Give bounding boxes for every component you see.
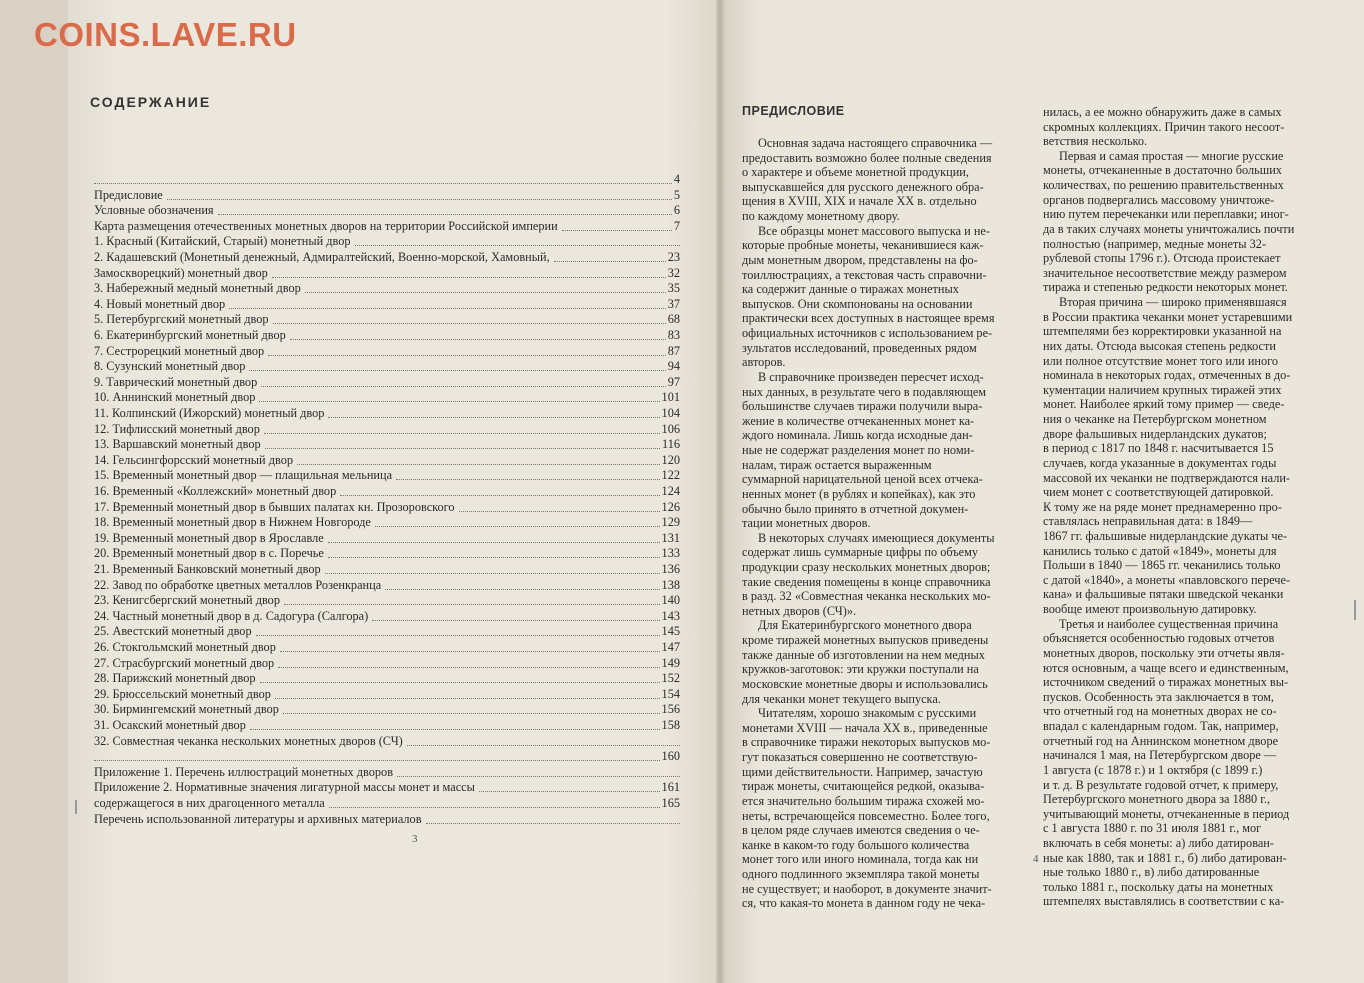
preface-text-line: Вторая причина — широко применявшаяся <box>1059 295 1287 310</box>
preface-text-line: в разд. 32 «Совместная чеканка нескольких мо- <box>742 589 991 604</box>
preface-text-line: и т. д. В результате годовой отчет, к примеру, <box>1043 777 1279 792</box>
toc-entry <box>94 406 710 421</box>
preface-text-line: отчетный год на Аннинском монетном дворе <box>1043 733 1279 748</box>
toc-entry-page: 161 <box>661 780 680 795</box>
toc-entry-label: 8. Сузунский монетный двор <box>94 359 246 374</box>
preface-text-line: Все образцы монет массового выпуска и не- <box>758 223 990 238</box>
preface-text-line: учитывающий монеты, отчеканенные в период <box>1043 806 1290 821</box>
toc-entry-label: 11. Колпинский (Ижорский) монетный двор <box>94 406 325 420</box>
preface-text-line: дворе фальшивых нидерландских дукатов; <box>1043 426 1267 441</box>
toc-entry-label: 1. Красный (Китайский, Старый) монетный двор <box>94 234 351 249</box>
preface-text-line: рублевой стопы 1796 г.). Отсюда проистекает <box>1043 251 1281 266</box>
toc-entry-page: 23 <box>667 250 680 264</box>
toc-entry <box>94 562 710 577</box>
preface-text-line: нилась, а ее можно обнаружить даже в самых <box>1043 105 1282 119</box>
preface-text-line: практически всех доступных в настоящее время <box>742 311 995 326</box>
preface-text-line: также данные об изготовлении на нем медных <box>742 647 985 662</box>
toc-entry-label: 10. Аннинский монетный двор <box>94 390 256 405</box>
preface-text-line: с датой «1840», а монеты «павловского перече- <box>1043 572 1291 587</box>
toc-entry <box>94 593 710 608</box>
toc-entry-page: 7 <box>673 218 680 233</box>
toc-entry-label: 26. Стокгольмский монетный двор <box>94 640 276 654</box>
preface-text-line: случаев, когда указанные в документах годы <box>1043 455 1277 470</box>
preface-text-line: авторов. <box>742 355 786 370</box>
toc-entry <box>94 437 710 452</box>
toc-entry <box>94 687 710 702</box>
toc-entry-label: 14. Гельсингфорсский монетный двор <box>94 452 293 467</box>
preface-text-line: ные как 1880, так и 1881 г., б) либо датирован- <box>1043 850 1287 865</box>
toc-entry-label: 28. Парижский монетный двор <box>94 671 256 686</box>
toc-entry <box>94 515 710 530</box>
scan-mark <box>1354 600 1356 620</box>
toc-title: СОДЕРЖАНИЕ <box>90 94 212 110</box>
toc-entry-page: 120 <box>661 452 680 467</box>
toc-leader-dots <box>554 261 666 262</box>
toc-entry-label: 9. Таврический монетный двор <box>94 374 258 389</box>
toc-entry <box>94 624 710 639</box>
preface-text-line: К тому же на ряде монет преднамеренно про- <box>1043 499 1282 514</box>
toc-leader-dots <box>328 557 660 558</box>
preface-text-line: чием монет с соответствующей датировкой. <box>1043 485 1274 500</box>
preface-text-line: включать в себя монеты: а) либо датирован- <box>1043 836 1274 850</box>
toc-entry-label: Карта размещения отечественных монетных дворов на территории Российской империи <box>94 218 558 233</box>
toc-entry-page: 6 <box>673 203 680 218</box>
preface-text-line: дым монетным двором, представлены на фо- <box>742 252 978 267</box>
toc-leader-dots <box>273 323 666 324</box>
toc-leader-dots <box>340 495 660 496</box>
toc-entry <box>94 422 710 437</box>
preface-text-line: содержат лишь суммарные цифры по объему <box>742 545 979 560</box>
preface-text-line: ка содержит данные о тиражах монетных <box>742 282 959 297</box>
toc-entry <box>94 359 710 374</box>
toc-entry <box>94 500 710 515</box>
toc-leader-dots <box>297 464 660 465</box>
toc-entry-label: 15. Временный монетный двор — плащильная мельница <box>94 468 393 483</box>
toc-entry <box>94 203 710 218</box>
toc-entry-label: Приложение 1. Перечень иллюстраций монетных дворов <box>94 764 393 779</box>
preface-text-line: налам, тираж остается выраженным <box>742 457 932 472</box>
preface-text-line: Первая и самая простая — многие русские <box>1059 148 1284 163</box>
toc-leader-dots <box>355 245 680 246</box>
preface-text-line: штемпелями без корректировки указанной на <box>1043 324 1282 339</box>
toc-entry <box>94 812 710 827</box>
toc-entry-page: 106 <box>661 421 680 436</box>
preface-text-line: ждого номинала. Лишь когда исходные дан- <box>742 428 973 443</box>
preface-text-line: тираж монеты, считающейся редкой, оказыва- <box>742 779 985 794</box>
toc-entry-label: 32. Совместная чеканка нескольких монетных дворов (СЧ) <box>94 733 403 748</box>
toc-entry <box>94 281 710 296</box>
toc-entry <box>94 640 710 655</box>
preface-title: ПРЕДИСЛОВИЕ <box>742 104 845 118</box>
toc-leader-dots <box>229 308 666 309</box>
toc-leader-dots <box>328 542 660 543</box>
preface-text-line: кументации наличием крупных тиражей этих <box>1043 382 1282 397</box>
preface-text-line: количествах, по решению правительственных <box>1043 178 1284 193</box>
preface-text-line: Для Екатеринбургского монетного двора <box>758 618 972 633</box>
preface-text-line: 1 августа (с 1878 г.) и 1 октября (с 1899 г.) <box>1043 762 1263 777</box>
toc-entry-label: 30. Бирмингемский монетный двор <box>94 702 279 717</box>
preface-text-line: неты, встречающейся повсеместно. Более того, <box>742 808 990 823</box>
preface-text-line: монет. Наиболее яркий тому пример — сведе- <box>1043 397 1285 412</box>
preface-text-line: кроме тиражей монетных выпусков приведены <box>742 633 989 648</box>
toc-entry-label: 2. Кадашевский (Монетный денежный, Адмиралтейский, Военно-морской, Хамовный, <box>94 250 550 264</box>
toc-entry-label: Перечень использованной литературы и архивных материалов <box>94 811 422 826</box>
toc-entry-page: 165 <box>661 796 680 810</box>
toc-entry-page: 4 <box>673 172 680 186</box>
preface-text-line: в период с 1817 по 1848 г. насчитывается 15 <box>1043 441 1274 456</box>
toc-entry-page: 156 <box>661 702 680 717</box>
preface-text-line: 1867 гг. фальшивые нидерландские дукаты че- <box>1043 528 1288 543</box>
toc-entry <box>94 749 710 764</box>
toc-entry <box>94 297 710 312</box>
left-page-number: 3 <box>412 833 418 845</box>
preface-text-line: штемпелях выставлялись в соответствии с ка- <box>1043 894 1285 909</box>
toc-entry-label: 5. Петербургский монетный двор <box>94 312 269 327</box>
toc-entry-page: 126 <box>661 499 680 514</box>
preface-text-line: щения в XVIII, XIX и начале XX в. отдельно <box>742 194 977 209</box>
toc-entry <box>94 702 710 717</box>
watermark-logo: COINS.LAVE.RU <box>34 16 297 53</box>
preface-text-line: суммарной нарицательной ценой всех отчека- <box>742 472 983 487</box>
preface-text-line: в целом ряде случаев имеются сведения о че- <box>742 823 980 838</box>
toc-entry-label: содержащегося в них драгоценного металла <box>94 796 325 810</box>
preface-text-line: вообще имеют произвольную датировку. <box>1043 602 1257 617</box>
toc-entry <box>94 609 710 624</box>
right-page-number: 4 <box>1033 853 1039 865</box>
toc-entry <box>94 453 710 468</box>
preface-text-line: Петербургского монетного двора за 1880 г., <box>1043 792 1271 807</box>
toc-leader-dots <box>459 511 660 512</box>
toc-leader-dots <box>375 526 660 527</box>
preface-text-line: ветствия несколько. <box>1043 134 1148 149</box>
toc-entry-page: 149 <box>661 655 680 670</box>
preface-text-line: монетами XVIII — начала XX в., приведенные <box>742 720 988 735</box>
book-gutter <box>716 0 724 983</box>
preface-text-line: Основная задача настоящего справочника — <box>758 136 993 150</box>
toc-entry-page: 140 <box>661 593 680 608</box>
preface-text-line: монеты, отчеканенные в достаточно больших <box>1043 163 1282 178</box>
preface-text-line: нетных дворов (СЧ)». <box>742 603 857 618</box>
toc-entry-page: 133 <box>661 546 680 561</box>
toc-entry <box>94 656 710 671</box>
preface-text-line: в справочнике тиражи некоторых выпусков мо- <box>742 735 991 750</box>
toc-entry <box>94 671 710 686</box>
toc-entry-label: 7. Сестрорецкий монетный двор <box>94 343 265 358</box>
preface-text-line: что отчетный год на монетных дворах не со- <box>1043 704 1277 719</box>
toc-entry-page: 83 <box>667 328 680 342</box>
preface-text-line: канке в каком-то году большого количества <box>742 837 970 852</box>
preface-text-line: о характере и объеме монетной продукции, <box>742 165 969 180</box>
preface-text-line: В справочнике произведен пересчет исход- <box>758 369 984 384</box>
toc-entry-page: 104 <box>661 406 680 420</box>
preface-text-line: выпускавшейся для русского денежного обра- <box>742 179 984 194</box>
preface-text-line: предоставить возможно более полные сведения <box>742 150 992 165</box>
toc-leader-dots <box>94 760 660 761</box>
toc-entry-label: 31. Осакский монетный двор <box>94 718 246 732</box>
preface-text-line: ных данных, в результате чего в подавляющем <box>742 384 987 399</box>
toc-leader-dots <box>250 729 660 730</box>
toc-leader-dots <box>397 776 680 777</box>
toc-entry-label: 13. Варшавский монетный двор <box>94 437 261 452</box>
toc-entry-page: 158 <box>661 718 680 732</box>
preface-text-line: по каждому монетному двору. <box>742 209 900 224</box>
preface-text-line: такие сведения помещены в конце справочника <box>742 574 991 589</box>
preface-text-line: Читателям, хорошо знакомым с русскими <box>758 706 977 721</box>
toc-leader-dots <box>479 791 660 792</box>
toc-entry <box>94 765 710 780</box>
preface-text-line: кружков-заготовок: эти кружки поступали на <box>742 662 979 677</box>
toc-entry-label: 20. Временный монетный двор в с. Поречье <box>94 546 324 561</box>
toc-entry <box>94 468 710 483</box>
preface-text-line: В некоторых случаях имеющиеся документы <box>758 530 995 545</box>
preface-text-line: ния о чеканке на Петербургском монетном <box>1043 412 1267 427</box>
preface-text-line: ся, что какая-то монета в данном году не чека- <box>742 896 986 911</box>
toc-entry <box>94 531 710 546</box>
preface-text-line: скромных коллекциях. Причин такого несоот- <box>1043 119 1285 134</box>
toc-entry <box>94 484 710 499</box>
toc-leader-dots <box>272 277 666 278</box>
preface-text-line: органов подвергались массовому уничтоже- <box>1043 192 1275 207</box>
toc-leader-dots <box>372 620 660 621</box>
preface-text-line: щими действительности. Например, зачастую <box>742 764 983 779</box>
toc-entry <box>94 390 710 405</box>
scan-mark <box>75 800 77 814</box>
toc-entry-label: 18. Временный монетный двор в Нижнем Новгороде <box>94 515 371 530</box>
toc-entry-label: Условные обозначения <box>94 203 214 218</box>
toc-leader-dots <box>259 401 660 402</box>
toc-leader-dots <box>385 589 660 590</box>
toc-entry <box>94 172 710 187</box>
toc-entry <box>94 266 710 281</box>
toc-entry-page: 32 <box>667 265 680 280</box>
toc-leader-dots <box>249 370 666 371</box>
preface-text-line: гут показаться совершенно не соответствую- <box>742 750 978 765</box>
toc-entry-label: 19. Временный монетный двор в Ярославле <box>94 530 324 545</box>
toc-entry-page: 154 <box>661 686 680 701</box>
toc-entry <box>94 796 710 811</box>
preface-text-line: нию путем перечеканки или переплавки; иног- <box>1043 207 1289 222</box>
toc-leader-dots <box>264 433 660 434</box>
toc-entry-page: 94 <box>667 359 680 374</box>
preface-text-line: выпусков. Они скомпонованы на основании <box>742 296 973 311</box>
toc-entry-page: 129 <box>661 515 680 530</box>
toc-entry-label: 29. Брюссельский монетный двор <box>94 686 271 701</box>
toc-entry-page: 37 <box>667 296 680 311</box>
preface-text-line: продукции сразу нескольких монетных дворов; <box>742 559 991 574</box>
preface-text-line: начинался 1 мая, на Петербургском дворе — <box>1043 748 1277 763</box>
preface-text-line: ется значительно большим тиража схожей мо- <box>742 793 985 808</box>
toc-entry-label: Замоскворецкий) монетный двор <box>94 265 268 280</box>
toc-leader-dots <box>268 355 666 356</box>
toc-entry <box>94 375 710 390</box>
toc-leader-dots <box>562 230 672 231</box>
toc-entry-page: 97 <box>667 374 680 389</box>
preface-text-line: ставлялась неправильная дата: в 1849— <box>1043 514 1253 529</box>
preface-text-line: них даты. Отсюда высокая степень редкости <box>1043 338 1276 353</box>
toc-entry <box>94 344 710 359</box>
toc-leader-dots <box>328 417 660 418</box>
toc-entry-label: 21. Временный Банковский монетный двор <box>94 562 321 576</box>
toc-leader-dots <box>256 635 660 636</box>
toc-entry-page: 87 <box>667 343 680 358</box>
toc-leader-dots <box>407 745 680 746</box>
preface-text-line: ные только 1880 г., в) либо датированные <box>1043 865 1260 880</box>
toc-entry <box>94 250 710 265</box>
toc-entry-page: 35 <box>667 281 680 296</box>
toc-entry-page: 116 <box>662 437 680 452</box>
toc-leader-dots <box>290 339 666 340</box>
preface-text-line: источником сведений о тиражах монетных вы- <box>1043 675 1289 690</box>
toc-entry <box>94 188 710 203</box>
preface-text-line: полностью (например, медные монеты 32- <box>1043 236 1267 251</box>
preface-text-line: обычно было принято в отчетной докумен- <box>742 501 969 516</box>
toc-leader-dots <box>167 199 672 200</box>
toc-entry-label: 4. Новый монетный двор <box>94 296 226 311</box>
preface-text-line: объясняется особенностью годовых отчетов <box>1043 631 1275 646</box>
toc-entry <box>94 780 710 795</box>
toc-entry-page: 143 <box>661 608 680 623</box>
preface-text-line: зультатов исследований, проведенных рядом <box>742 340 977 355</box>
toc-leader-dots <box>260 682 660 683</box>
toc-entry-page: 152 <box>661 671 680 686</box>
preface-text-line: да в таких случаях монеты уничтожались почти <box>1043 221 1295 236</box>
preface-text-line: которые пробные монеты, чеканившиеся каж- <box>742 238 984 253</box>
toc-entry <box>94 328 710 343</box>
preface-text-line: монет того или иного номинала, тогда как ни <box>742 852 979 867</box>
preface-text-line: монетных дворов, поскольку эти отчеты явля- <box>1043 645 1285 660</box>
preface-text-line: с 1 августа 1880 г. по 31 июля 1881 г., мог <box>1043 821 1262 836</box>
toc-leader-dots <box>278 667 660 668</box>
preface-text-line: тации монетных дворов. <box>742 516 871 531</box>
toc-leader-dots <box>426 823 680 824</box>
toc-entry-page: 160 <box>661 749 680 764</box>
preface-text-line: или полное отсутствие монет того или иного <box>1043 353 1279 368</box>
preface-text-line: для чеканки монет текущего выпуска. <box>742 691 941 706</box>
toc-entry-label: 22. Завод по обработке цветных металлов Розенкранца <box>94 577 382 592</box>
preface-text-line: большинстве случаев тиражи получили выра- <box>742 399 983 414</box>
preface-text-line: ные не содержат разделения монет по номи- <box>742 443 975 458</box>
toc-entry-label: 17. Временный монетный двор в бывших палатах кн. Прозоровского <box>94 499 455 514</box>
toc-leader-dots <box>283 713 660 714</box>
preface-text-line: значительное несоответствие между размером <box>1043 265 1287 280</box>
preface-text-line: впадал с календарным годом. Так, например, <box>1043 719 1279 734</box>
toc-entry <box>94 312 710 327</box>
toc-entry-label: 6. Екатеринбургский монетный двор <box>94 328 286 342</box>
toc-leader-dots <box>265 448 660 449</box>
toc-entry-label: 16. Временный «Коллежский» монетный двор <box>94 484 337 498</box>
toc-entry-page: 147 <box>661 640 680 654</box>
preface-text-line: тоиллюстрациях, а текстовая часть справочни- <box>742 267 987 282</box>
preface-text-line: не существует; и наоборот, в документе значит- <box>742 881 992 896</box>
toc-entry-page: 138 <box>661 577 680 592</box>
toc-leader-dots <box>396 479 660 480</box>
toc-leader-dots <box>284 604 660 605</box>
toc-entry-label: 27. Страсбургский монетный двор <box>94 655 275 670</box>
preface-text-line: пусков. Особенность эта заключается в том, <box>1043 689 1274 704</box>
toc-entry <box>94 578 710 593</box>
toc-entry-label: 23. Кенигсбергский монетный двор <box>94 593 280 608</box>
toc-leader-dots <box>218 214 672 215</box>
preface-text-line: кана» и фальшивые пятаки шведской чеканки <box>1043 587 1284 602</box>
toc-leader-dots <box>305 292 666 293</box>
toc-entry-page: 131 <box>661 530 680 545</box>
toc-leader-dots <box>275 698 660 699</box>
preface-text-line: Польши в 1840 — 1865 гг. чеканились только <box>1043 558 1281 573</box>
toc-entry-label: Предисловие <box>94 187 163 202</box>
preface-text-line: московские монетные дворы и использовались <box>742 676 988 691</box>
preface-text-line: только 1881 г., поскольку даты на монетных <box>1043 879 1274 894</box>
toc-entry <box>94 718 710 733</box>
toc-entry-page: 122 <box>661 468 680 483</box>
toc-entry-page: 68 <box>667 312 680 327</box>
toc-entry-page: 124 <box>661 484 680 498</box>
preface-text-line: массовой их чеканки не подтверждаются нали- <box>1043 470 1291 485</box>
toc-entry-page: 101 <box>661 390 680 405</box>
preface-text-line: жение в количестве отчеканенных монет ка- <box>742 413 975 428</box>
preface-text-line: ются основным, а чаще всего и единственным, <box>1043 660 1289 675</box>
toc-entry-label: 3. Набережный медный монетный двор <box>94 281 301 296</box>
toc-entry-label: 24. Частный монетный двор в д. Садогура (Салгора) <box>94 608 369 623</box>
preface-text-line: одного подлинного экземпляра такой монеты <box>742 867 980 881</box>
toc-entry <box>94 234 710 249</box>
preface-text-line: ненных монет (в рублях и копейках), как это <box>742 486 976 501</box>
toc-entry-page: 5 <box>673 187 680 202</box>
toc-entry-page: 136 <box>661 562 680 576</box>
preface-text-line: канились только с датой «1849», монеты для <box>1043 543 1277 558</box>
toc-leader-dots <box>325 573 660 574</box>
toc-leader-dots <box>94 183 672 184</box>
toc-leader-dots <box>280 651 660 652</box>
preface-text-line: Третья и наиболее существенная причина <box>1059 616 1279 631</box>
toc-entry <box>94 734 710 749</box>
preface-text-line: номинала в некоторых годах, отмеченных в до- <box>1043 368 1291 383</box>
preface-text-line: тиража и степенью редкости некоторых монет. <box>1043 280 1288 295</box>
preface-text-line: в России практика чеканки монет устаревшими <box>1043 309 1293 324</box>
toc-entry-label: 25. Авестский монетный двор <box>94 624 252 639</box>
toc-leader-dots <box>261 386 666 387</box>
toc-leader-dots <box>329 807 660 808</box>
toc-entry <box>94 219 710 234</box>
toc-entry <box>94 546 710 561</box>
toc-entry-label: Приложение 2. Нормативные значения лигатурной массы монет и массы <box>94 780 475 795</box>
toc-entry-page: 145 <box>661 624 680 639</box>
preface-text-line: официальных источников с использованием ре- <box>742 326 993 341</box>
toc-entry-label: 12. Тифлисский монетный двор <box>94 421 260 436</box>
